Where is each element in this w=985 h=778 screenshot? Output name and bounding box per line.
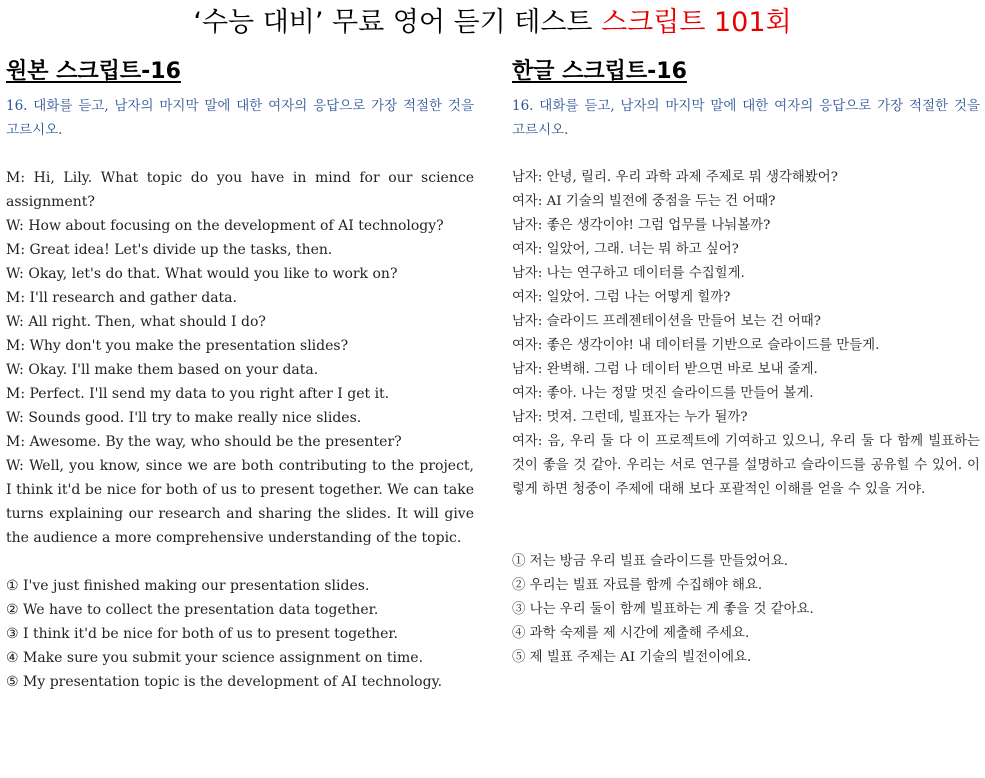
dialogue-line: W: Well, you know, since we are both contributing to the project, I think it'd be nice for both of us to present together. We can take turns explaining our research and sharing the slides. It will give the audience a more comprehensive understanding of the topic. — [6, 458, 474, 546]
answer-option: ⑤ My presentation topic is the development of AI technology. — [6, 674, 443, 690]
answer-option: ⑤ 제 빌표 주제는 AI 기술의 빌전이에요. — [512, 650, 752, 665]
dialogue-line: 여자: 좋은 생각이야! 내 데이터를 기반으로 슬라이드를 만들게. — [512, 338, 880, 353]
answer-option: ② 우리는 빌표 자료를 함께 수집해야 해요. — [512, 578, 763, 593]
dialogue-line: W: Okay. I'll make them based on your data. — [6, 362, 319, 378]
question-prompt: 16. 대화를 듣고, 남자의 마지막 말에 대한 여자의 응답으로 가장 적절한 것을 고르시오. — [512, 98, 980, 138]
dialogue-line: 여자: 좋아. 나는 정말 멋진 슬라이드를 만들어 볼게. — [512, 386, 814, 401]
dialogue-line: 여자: 일았어, 그래. 너는 뭐 하고 싶어? — [512, 242, 739, 257]
korean-script-column — [512, 58, 980, 670]
answer-option: ④ 과학 숙제를 제 시간에 제출해 주세요. — [512, 626, 750, 641]
original-script-column — [6, 58, 474, 694]
dialogue-line: W: All right. Then, what should I do? — [6, 314, 266, 330]
answer-options — [512, 550, 980, 670]
korean-script-heading: 한글 스크립트-16 — [512, 59, 687, 84]
dialogue-line: 남자: 완벽해. 그럼 나 데이터 받으면 바로 보내 줄게. — [512, 362, 818, 377]
dialogue-line: 여자: AI 기술의 빌전에 중점을 두는 건 어때? — [512, 194, 776, 209]
page-title — [0, 4, 985, 42]
dialogue-line: W: How about focusing on the development of AI technology? — [6, 218, 444, 234]
dialogue-line: 여자: 음, 우리 둘 다 이 프로젝트에 기여하고 있으니, 우리 둘 다 함께 빌표하는 것이 좋을 것 같아. 우리는 서로 연구를 설명하고 슬라이드를 공유힐 수 있어. 이렇게 하면 청중이 주제에 대해 보다 포괄적인 이해를 얻을 수 있을 거야. — [512, 434, 980, 497]
dialogue-line: M: Awesome. By the way, who should be the presenter? — [6, 434, 402, 450]
dialogue-line: W: Sounds good. I'll try to make really nice slides. — [6, 410, 362, 426]
dialogue-line: 여자: 일았어. 그럼 나는 어떻게 힐까? — [512, 290, 731, 305]
dialogue-line: 남자: 나는 연구하고 데이터를 수집힐게. — [512, 266, 745, 281]
dialogue-line: M: Why don't you make the presentation slides? — [6, 338, 349, 354]
question-prompt: 16. 대화를 듣고, 남자의 마지막 말에 대한 여자의 응답으로 가장 적절한 것을 고르시오. — [6, 98, 474, 138]
dialogue-line: W: Okay, let's do that. What would you like to work on? — [6, 266, 398, 282]
dialogue-line: M: Hi, Lily. What topic do you have in mind for our science assignment? — [6, 170, 474, 210]
answer-options — [6, 574, 474, 694]
dialogue — [6, 166, 474, 550]
title-main: ‘수능 대비’ 무료 영어 듣기 테스트 — [193, 7, 602, 38]
dialogue-line: 남자: 안녕, 릴리. 우리 과학 과제 주제로 뭐 생각해봤어? — [512, 170, 838, 185]
answer-option: ① I've just finished making our presentation slides. — [6, 578, 370, 594]
dialogue-line: 남자: 슬라이드 프레젠테이션을 만들어 보는 건 어때? — [512, 314, 821, 329]
answer-option: ④ Make sure you submit your science assignment on time. — [6, 650, 424, 666]
original-script-heading: 원본 스크립트-16 — [6, 59, 181, 84]
answer-option: ① 저는 방금 우리 빌표 슬라이드를 만들었어요. — [512, 554, 789, 569]
dialogue-line: 남자: 좋은 생각이야! 그럼 업무를 나눠볼까? — [512, 218, 771, 233]
dialogue — [512, 166, 980, 502]
answer-option: ③ I think it'd be nice for both of us to present together. — [6, 626, 398, 642]
answer-option: ② We have to collect the presentation data together. — [6, 602, 379, 618]
dialogue-line: M: I'll research and gather data. — [6, 290, 237, 306]
dialogue-line: 남자: 멋져. 그런데, 빌표자는 누가 될까? — [512, 410, 748, 425]
answer-option: ③ 나는 우리 둘이 함께 빌표하는 게 좋을 것 같아요. — [512, 602, 814, 617]
dialogue-line: M: Perfect. I'll send my data to you right after I get it. — [6, 386, 390, 402]
title-highlight: 스크립트 101회 — [601, 7, 792, 38]
dialogue-line: M: Great idea! Let's divide up the tasks, then. — [6, 242, 333, 258]
